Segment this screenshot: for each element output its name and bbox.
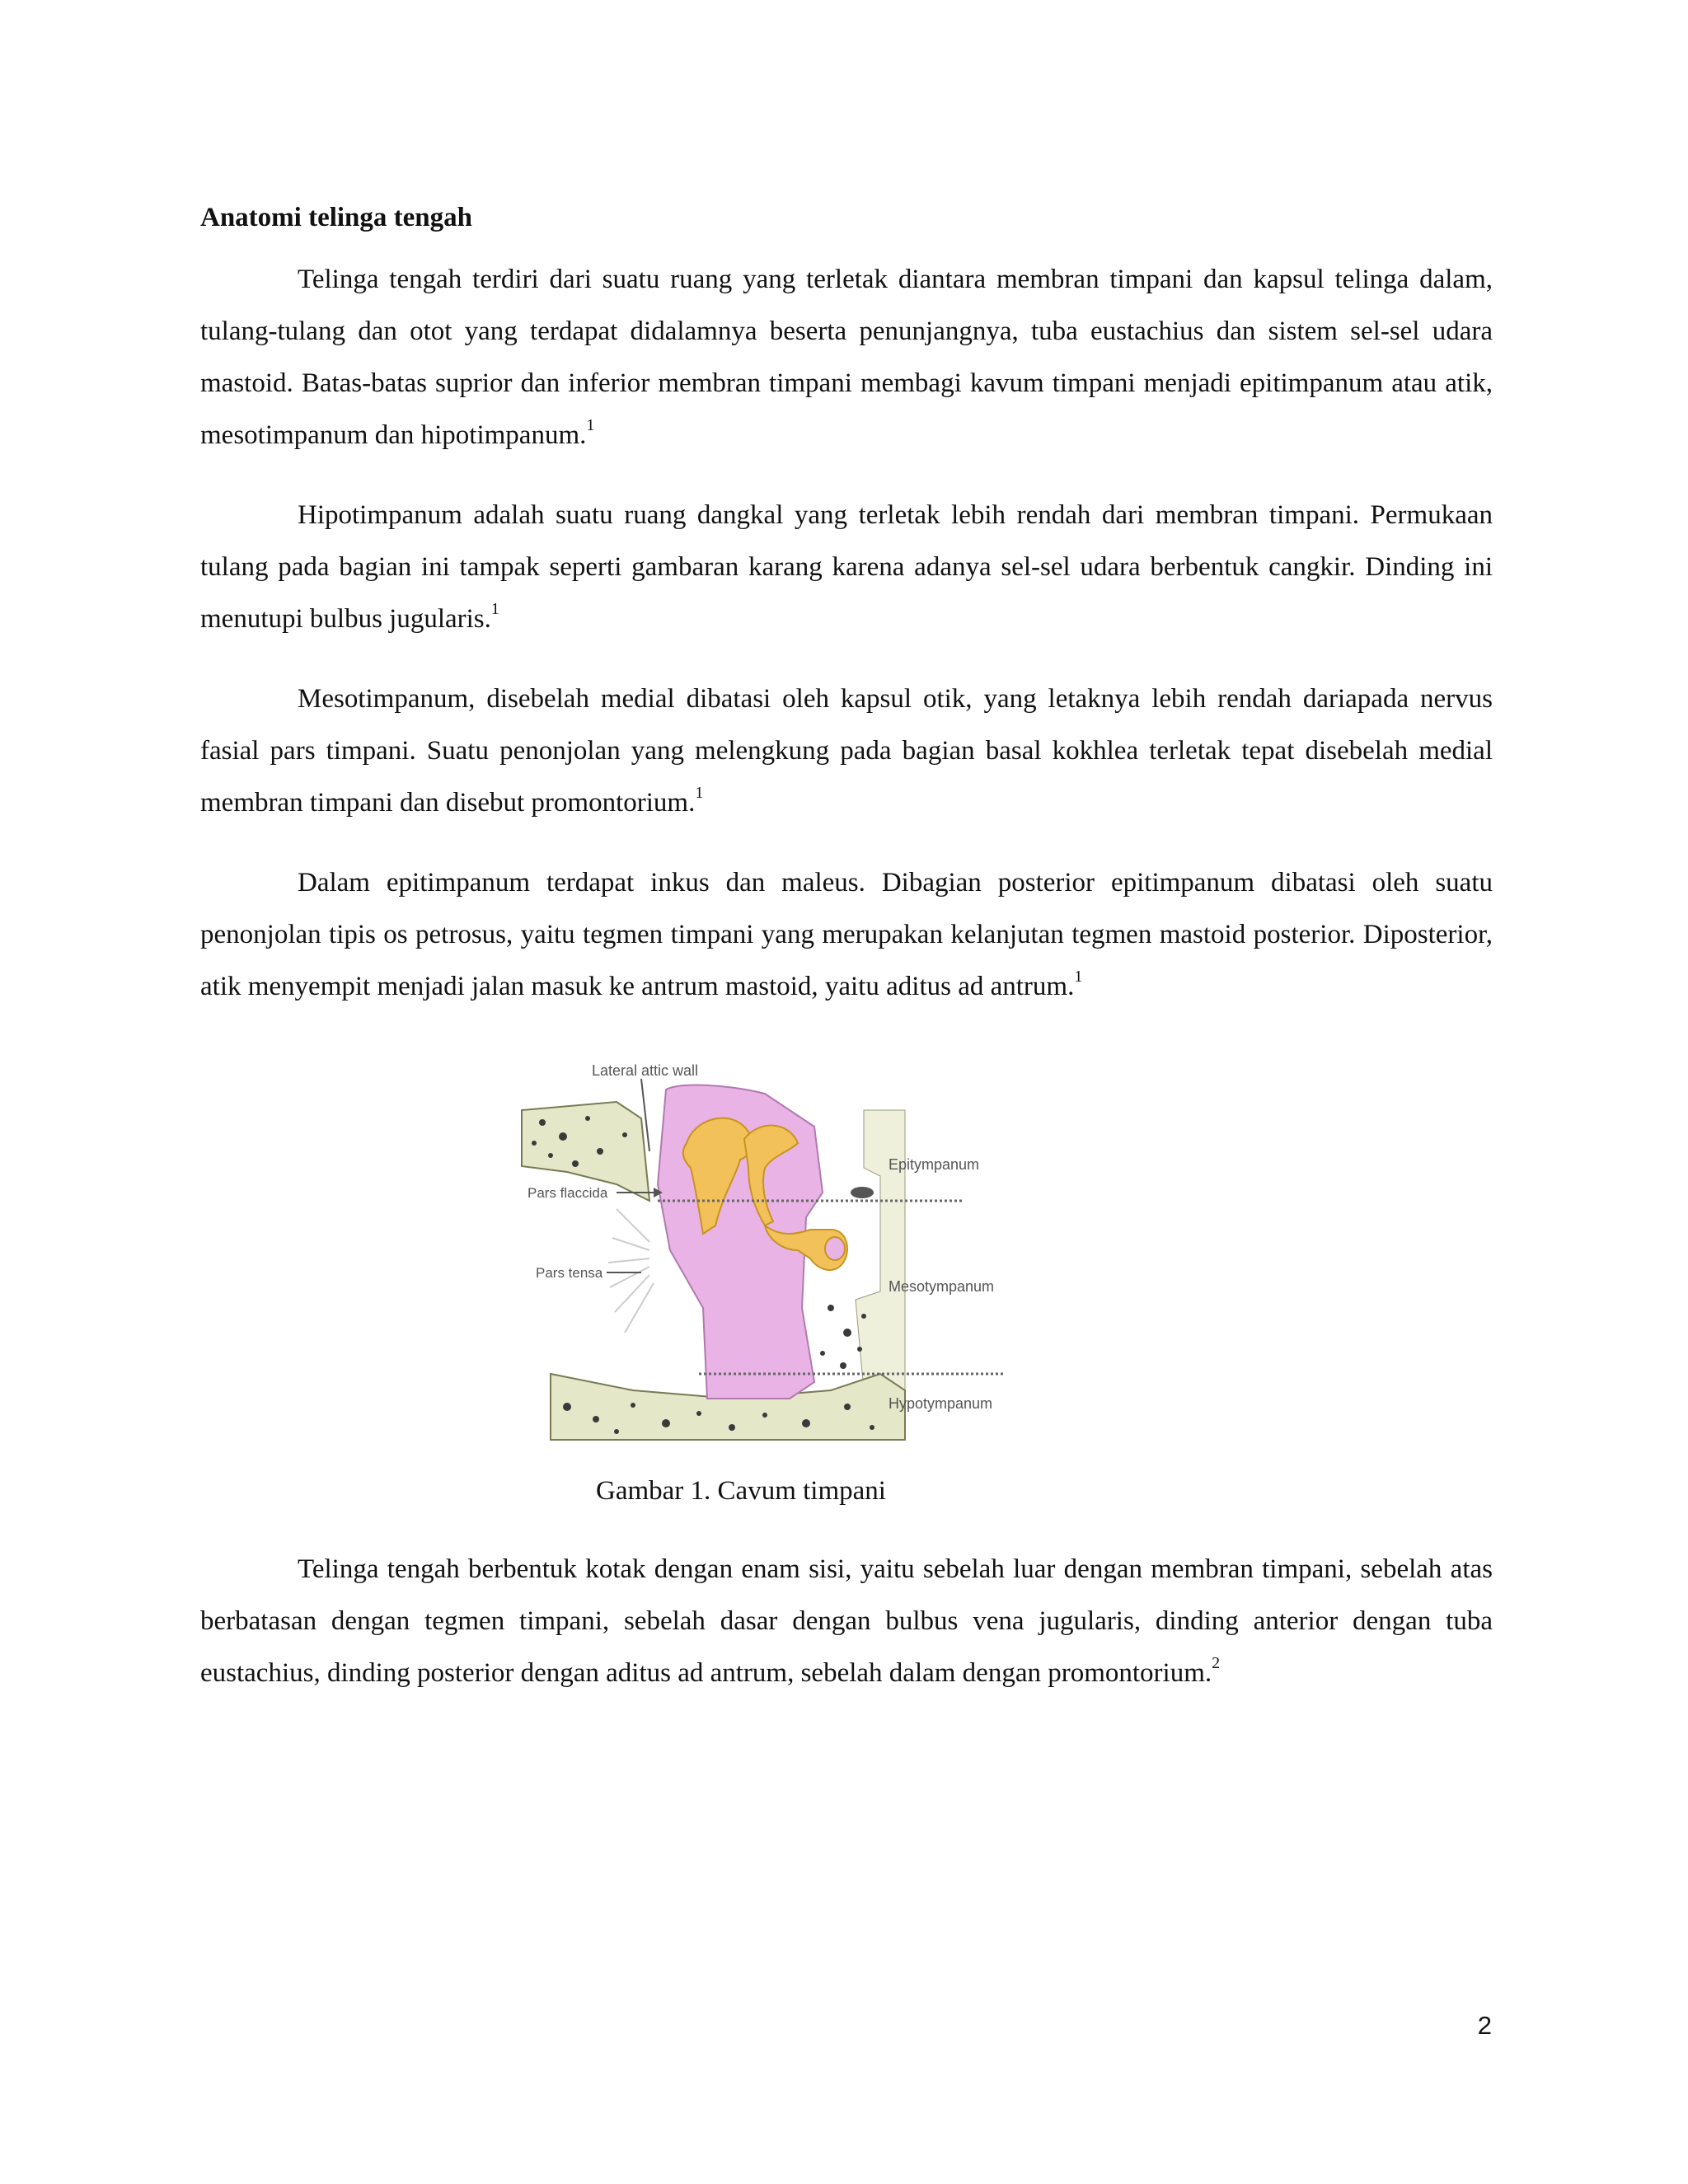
paragraph-5-text: Telinga tengah berbentuk kotak dengan enam sisi, yaitu sebelah luar dengan membran timpani, sebelah atas berbatasan dengan tegmen timpani, sebelah dasar dengan bulbus vena jugularis, dinding anterior dengan tuba eustachius, dinding posterior dengan aditus ad antrum, sebelah dalam dengan promontorium. [200,1554,1493,1688]
label-lateral-attic-wall: Lateral attic wall [592,1062,699,1079]
page-number: 2 [1477,2011,1492,2040]
label-pars-flaccida: Pars flaccida [528,1185,608,1201]
label-epitympanum: Epitympanum [889,1156,980,1173]
paragraph-2-text: Hipotimpanum adalah suatu ruang dangkal yang terletak lebih rendah dari membran timpani. Permukaan tulang pada bagian ini tampak seperti gambaran karang karena adanya sel-sel udara berbentuk cangkir. Dinding ini menutupi bulbus jugularis. [200,500,1493,634]
paragraph-4-text: Dalam epitimpanum terdapat inkus dan maleus. Dibagian posterior epitimpanum dibatasi oleh suatu penonjolan tipis os petrosus, yaitu tegmen timpani yang merupakan kelanjutan tegmen mastoid posterior. Diposterior, atik menyempit menjadi jalan masuk ke antrum mastoid, yaitu aditus ad antrum. [200,868,1493,1001]
paragraph-4 [200,857,1493,1013]
oval-window [825,1237,845,1260]
paragraph-1-ref: 1 [586,416,595,434]
paragraph-3-ref: 1 [695,784,704,802]
label-mesotympanum: Mesotympanum [889,1278,995,1295]
paragraph-1-text: Telinga tengah terdiri dari suatu ruang yang terletak diantara membran timpani dan kapsul telinga dalam, tulang-tulang dan otot yang terdapat didalamnya beserta penunjangnya, tuba eustachius dan sistem sel-sel udara mastoid. Batas-batas suprior dan inferior membran timpani membagi kavum timpani menjadi epitimpanum atau atik, mesotimpanum dan hipotimpanum. [200,265,1493,450]
paragraph-3-text: Mesotimpanum, disebelah medial dibatasi oleh kapsul otik, yang letaknya lebih rendah dariapada nervus fasial pars timpani. Suatu penonjolan yang melengkung pada bagian basal kokhlea terletak tepat disebelah medial membran timpani dan disebut promontorium. [200,684,1493,818]
paragraph-3 [200,673,1493,829]
tympanic-membrane-rays [608,1209,654,1333]
paragraph-2-ref: 1 [490,600,499,618]
middle-ear-diagram [518,1061,1095,1448]
right-bone-region [856,1110,905,1390]
section-heading: Anatomi telinga tengah [200,203,472,232]
label-pars-tensa: Pars tensa [536,1265,603,1281]
paragraph-5 [200,1544,1493,1699]
page-content [200,196,1493,1727]
label-hypotympanum: Hypotympanum [889,1395,993,1412]
paragraph-5-ref: 2 [1212,1654,1221,1672]
tendon-marker [851,1187,874,1198]
paragraph-1 [200,254,1493,462]
paragraph-4-ref: 1 [1074,968,1083,986]
figure-caption: Gambar 1. Cavum timpani [596,1476,886,1506]
middle-ear-figure [518,1061,1095,1448]
paragraph-2 [200,490,1493,645]
